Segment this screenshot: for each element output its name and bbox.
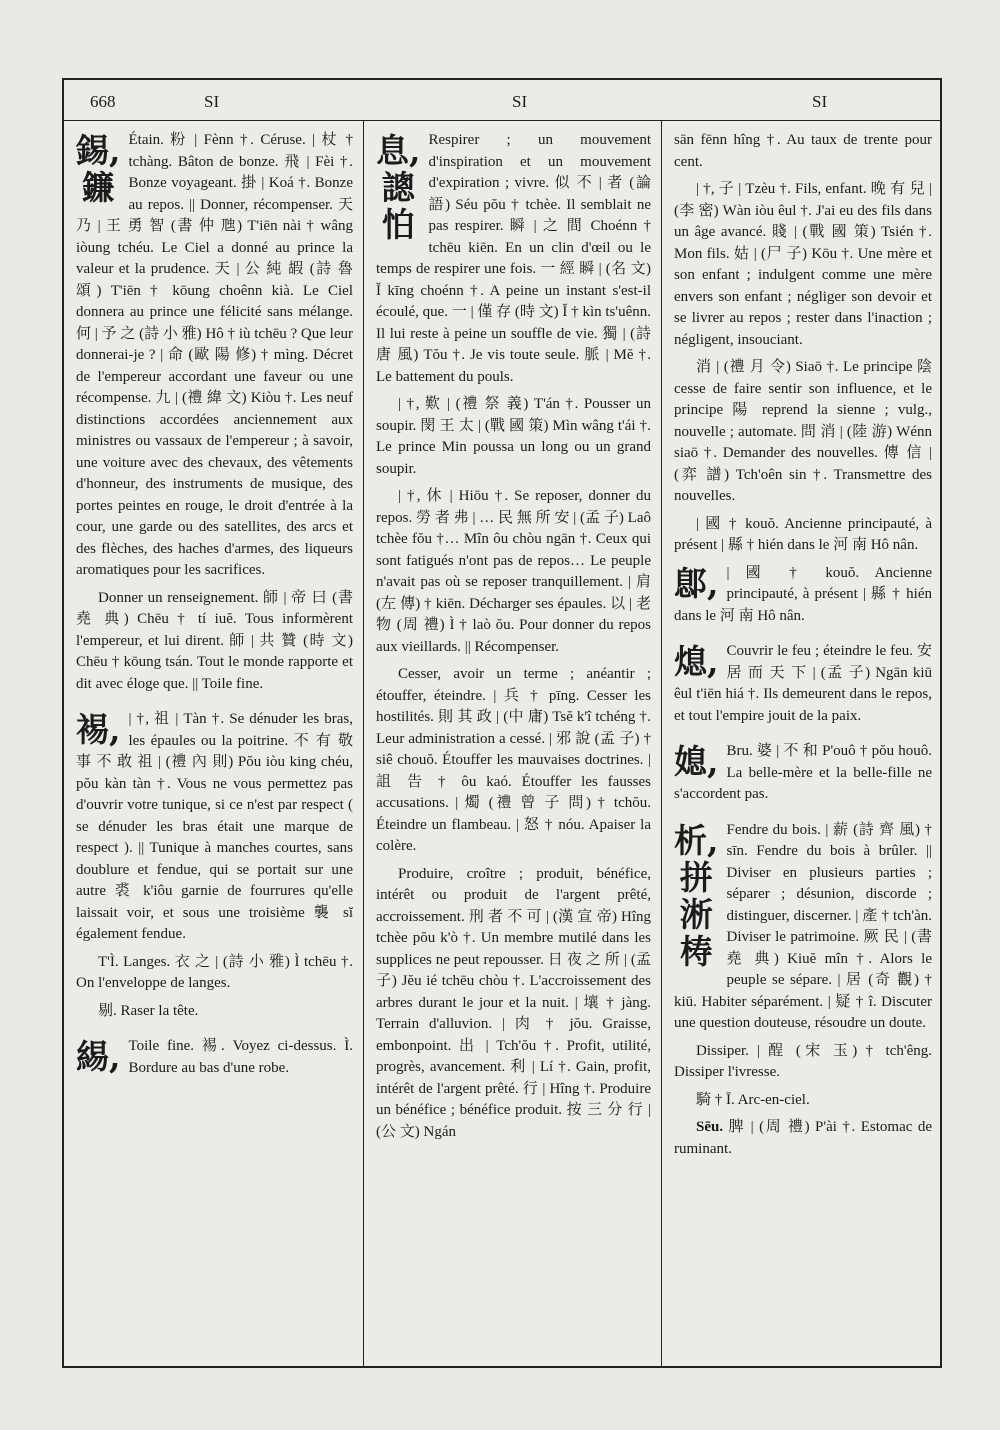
entry-text: Respirer ; un mouvement d'inspiration et un mouvement d'expiration ; vivre. 似 不 | 者 (論 語) Séu pŏu † tchèe. Il semblait ne pas respirer. 瞬 | 之 間 Choénn † tchēu kiēn. En un clin d'œil ou le temps de respirer une fois. 一 經 瞬 | (名 文) Ĭ kīng choénn †. A peine un instant s'est-il écoulé, que. 一 | 僅 存 (時 文) Ĭ † kìn ts'uênn. Il lui reste à peine un souffle de vie. 獨 | (詩 唐 風) Tŏu †. Je vis toute seule. 脈 | Mĕ †. Le battement du pouls. — [376, 132, 651, 385]
headword: 媳, — [674, 742, 719, 781]
entry-xi-tin — [76, 130, 353, 695]
page-number: 668 — [90, 92, 116, 111]
entry-text: | 國 † kouŏ. Ancienne principauté, à présent | 縣 † hién dans le 河 南 Hô nân. — [674, 564, 932, 624]
entry-text: | †, 歎 | (禮 祭 義) T'án †. Pousser un soupir. 閔 王 太 | (戰 國 策) Mìn wâng t'ái †. Le prince Min poussa un long ou un grand soupir. — [376, 396, 651, 477]
entry-text: 騎 † Ī. Arc-en-ciel. — [696, 1091, 810, 1108]
entry-text: 剔. Raser la tête. — [98, 1002, 199, 1019]
entry-text: | †, 子 | Tzèu †. Fils, enfant. 晚 有 兒 | (李 密) Wàn iòu êul †. J'ai eu des fils dans un âge avancé. 賤 | (戰 國 策) Tsién †. Mon fils. 姑 | (尸 子) Kōu †. Une mère et son enfant ; indulgent comme une mère envers son enfant ; négliger son devoir et se livrer au repos ; rester dans l'inaction ; négligent, insouciant. — [674, 181, 932, 348]
headword: 鄎, — [674, 563, 719, 603]
column-left — [64, 120, 364, 1366]
headword: 錫, 鐮 — [76, 131, 121, 207]
column-middle — [364, 120, 662, 1366]
entry-xi-feu — [674, 641, 932, 727]
entry-xi-toile — [76, 1036, 353, 1079]
entry-text: 消 | (禮 月 令) Siaō †. Le principe 陰 cesse de faire sentir son influence, et le principe 陽 reprend la sienne ; vulg., nouvelle ; automate. 問 消 | (陸 游) Wénn siaō †. Demander des nouvelles. 傳 信 | (弈 譜) Tch'oên sin †. Transmettre des nouvelles. — [674, 359, 932, 504]
entry-text: Couvrir le feu ; éteindre le feu. 安 居 而 天 下 | (孟 子) Ngān kiū êul t'iēn hiá †. Ils demeurent dans le repos, et tout l'empire jouit de la paix. — [674, 643, 932, 724]
entry-text: Cesser, avoir un terme ; anéantir ; étouffer, éteindre. | 兵 † pīng. Cesser les hostilités. 則 其 政 | (中 庸) Tsĕ k'î tchéng †. Leur administration a cessé. | 邪 說 (孟 子) † siê chouŏ. Étouffer les mauvaises doctrines. | 詛 告 † ôu kaó. Étouffer les fausses accusations. | 燭 (禮 曾 子 問) † tchŏu. Éteindre un flambeau. | 怒 † nóu. Apaiser la colère. — [376, 666, 651, 854]
headword: 析, 拼 淅 梼 — [674, 820, 719, 971]
running-head-left: SI — [204, 92, 220, 111]
headword: 息, 謥 怕 — [376, 131, 421, 244]
entry-text: | 國 † kouŏ. Ancienne principauté, à présent | 縣 † hién dans le 河 南 Hô nân. — [674, 515, 932, 553]
headword: 熄, — [674, 642, 719, 681]
entry-xi-respirer — [376, 130, 651, 1143]
entry-xi-robe — [76, 709, 353, 1022]
entry-text: Dissiper. | 酲 (宋 玉) † tch'êng. Dissiper l'ivresse. — [674, 1042, 932, 1080]
entry-text: Toile fine. 裼. Voyez ci-dessus. Ì. Bordure au bas d'une robe. — [128, 1038, 353, 1076]
page-header — [64, 80, 940, 121]
headword: 緆, — [76, 1037, 121, 1076]
running-head-right: SI — [812, 92, 828, 111]
entry-text: Étain. 粉 | Fènn †. Céruse. | 杖 † tchàng. Bâton de bonze. 飛 | Fèi †. Bonze voyageant. 掛 | Koá †. Bonze au repos. || Donner, récompenser. 天 乃 | 王 勇 智 (書 仲 虺) T'iēn nài † wâng iòung tchéu. Le Ciel a donné au prince la valeur et la prudence. 天 | 公 純 嘏 (詩 魯 頌) T'iēn † kōung choênn kià. Le Ciel donnera au prince une félicité sans mélange. 何 | 予 之 (詩 小 雅) Hô † iù tchēu ? Que leur donnerai-je ? | 命 (歐 陽 修) † mìng. Décret de l'empereur accordant une faveur ou une récompense. 九 | (禮 緯 文) Kiòu †. Les neuf distinctions accordées anciennement aux ministres ou vassaux de l'empereur ; à savoir, une voiture avec des chevaux, des vêtements d'honneur, des instruments de musique, des portes peintes en rouge, le droit d'entrée à la cour, une garde ou des satellites, des arcs et des flèches, des haches d'armes, des liqueurs aromatiques pour les sacrifices. — [76, 132, 353, 578]
reading-label: Sēu. — [696, 1119, 724, 1135]
column-right — [662, 120, 942, 1366]
entry-xi-principaute — [674, 563, 932, 628]
headword: 裼, — [76, 710, 121, 749]
entry-text: Bru. 婆 | 不 和 P'ouô † pŏu houô. La belle-mère et la belle-fille ne s'accordent pas. — [674, 743, 932, 802]
entry-text — [674, 1117, 932, 1160]
entry-text: Donner un renseignement. 師 | 帝 曰 (書 堯 典) Chēu † tí iuĕ. Tous informèrent l'empereur, et lui dirent. 師 | 共 贊 (時 文) Chēu † kōung tsán. Tout le monde rapporte et dit avec éloge que. || Toile fine. — [76, 589, 353, 692]
dictionary-page — [62, 78, 942, 1368]
entry-text: sān fēnn hîng †. Au taux de trente pour cent. — [674, 132, 932, 170]
entry-text: | †, 休 | Hiōu †. Se reposer, donner du repos. 勞 者 弗 | … 民 無 所 安 | (孟 子) Laô tchèe fŏu †… Mîn ôu chòu ngān †. Ceux qui sont fatigués n'ont pas de repos… Le peuple n'avait pas où se reposer tranquillement. | 肩 (左 傳) † kiēn. Décharger ses épaules. 以 | 老 物 (周 禮) Ì † laò ŏu. Pour donner du repos aux vieillards. || Récompenser. — [376, 488, 651, 655]
entry-xi-fendre — [674, 820, 932, 1161]
entry-text: T'Ì. Langes. 衣 之 | (詩 小 雅) Ì tchēu †. On l'enveloppe de langes. — [76, 953, 353, 991]
running-head-center: SI — [512, 92, 528, 111]
entry-text: 脾 | (周 禮) P'ài †. Estomac de ruminant. — [674, 1119, 932, 1157]
entry-text: Fendre du bois. | 薪 (詩 齊 風) † sīn. Fendre du bois à brûler. || Diviser en plusieurs parties ; séparer ; désunion, discorde ; distinguer, discerner. | 產 † tch'àn. Diviser le patrimoine. 厥 民 | (書 堯 典) Kiuĕ mîn †. Alors le peuple se sépare. | 居 (奇 觀) † kiū. Habiter séparément. | 疑 † î. Discuter une question douteuse, résoudre un doute. — [674, 821, 932, 1031]
entry-text: Produire, croître ; produit, bénéfice, intérêt ou produit de l'argent prêté, accroissement. 刑 者 不 可 | (漢 宣 帝) Hîng tchèe pŏu k'ò †. Un membre mutilé dans les supplices ne peut repousser. 日 夜 之 所 | (孟 子) Jĕu ié tchēu chòu †. L'accroissement des arbres durant le jour et la nuit. | 壤 † jàng. Terrain d'alluvion. | 肉 † jŏu. Graisse, embonpoint. 出 | Tch'ŏu †. Profit, utilité, progrès, avancement. 利 | Lí †. Gain, profit, intérêt de l'argent prêté. 行 | Hîng †. Produire un bénéfice ; bénéfice produit. 按 三 分 行 | (公 文) Ngán — [376, 865, 651, 1140]
entry-text: | †, 祖 | Tàn †. Se dénuder les bras, les épaules ou la poitrine. 不 有 敬 事 不 敢 祖 | (禮 內 則) Pŏu iòu king chéu, pŏu kàn tàn †. Vous ne vous permettez pas d'ouvrir votre tunique, si ce n'est par respect ( se dénuder les bras était une marque de respect ). || Tunique à manches courtes, sans doublure et fendue, qui se portait sur une autre 裘 k'iôu garnie de fourrures qu'elle laissait voir, et sous une troisième 襲 sĭ également fendue. — [76, 711, 353, 942]
entry-xi-bru — [674, 741, 932, 806]
